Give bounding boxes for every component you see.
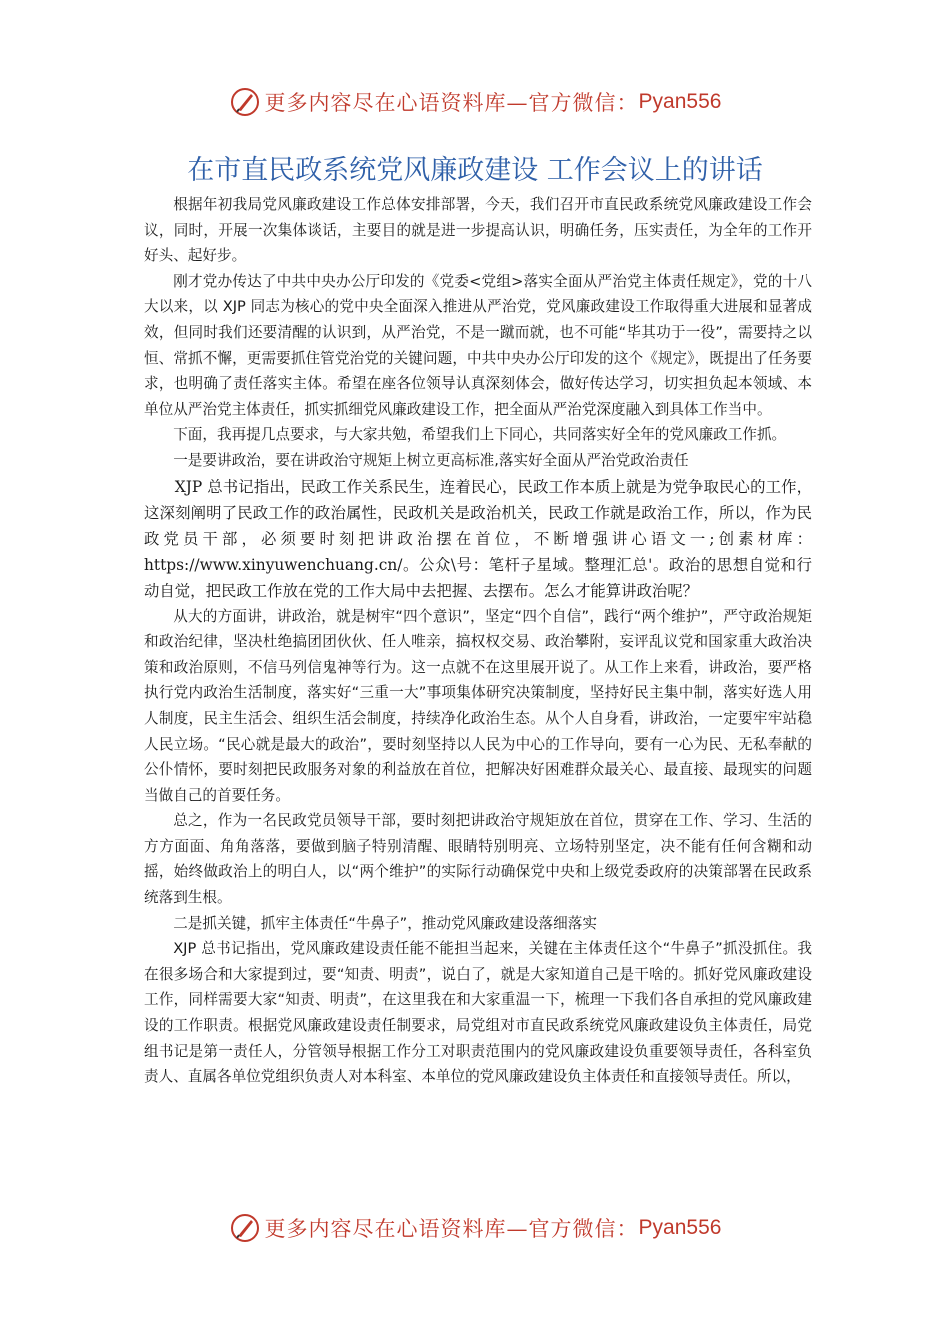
banner-wechat-id: Pyan556 bbox=[638, 90, 722, 113]
paragraph: XJP 总书记指出，党风廉政建设责任能不能担当起来，关键在主体责任这个“牛鼻子”抓没抓住。我在很多场合和大家提到过，要“知责、明责”，说白了，就是大家知道自己是干啥的。抓好党风廉政建设工作，同样需要大家“知责、明责”，在这里我在和大家重温一下，梳理一下我们各自承担的党风廉政建设的工作职责。根据党风廉政建设责任制要求，局党组对市直民政系统党风廉政建设负主体责任，局党组书记是第一责任人，分管领导根据工作分工对职责范围内的党风廉政建设负重要领导责任，各科室负责人、直属各单位党组织负责人对本科室、本单位的党风廉政建设负主体责任和直接领导责任。所以， bbox=[144, 940, 812, 1086]
paragraph: 总之，作为一名民政党员领导干部，要时刻把讲政治守规矩放在首位，贯穿在工作、学习、生活的方方面面、角角落落，要做到脑子特别清醒、眼睛特别明亮、立场特别坚定，决不能有任何含糊和动摇，始终做政治上的明白人，以“两个维护”的实际行动确保党中央和上级党委政府的决策部署在民政系统落到生根。 bbox=[144, 812, 812, 907]
banner-text: 更多内容尽在心语资料库—官方微信： bbox=[264, 1217, 639, 1241]
section-heading: 二是抓关键，抓牢主体责任“牛鼻子”，推动党风廉政建设落细落实 bbox=[173, 914, 597, 932]
quill-logo-icon bbox=[229, 86, 261, 118]
banner-text: 更多内容尽在心语资料库—官方微信： bbox=[264, 91, 639, 115]
paragraph: 从大的方面讲，讲政治，就是树牢“四个意识”，坚定“四个自信”，践行“两个维护”，严守政治规矩和政治纪律，坚决杜绝搞团团伙伙、任人唯亲，搞权权交易、政治攀附，妄评乱议党和国家重大政治决策和政治原则，不信马列信鬼神等行为。这一点就不在这里展开说了。从工作上来看，讲政治，要严格执行党内政治生活制度，落实好“三重一大”事项集体研究决策制度，坚持好民主集中制，落实好选人用人制度，民主生活会、组织生活会制度，持续净化政治生态。从个人自身看，讲政治，一定要牢牢站稳人民立场。“民心就是最大的政治”，要时刻坚持以人民为中心的工作导向，要有一心为民、无私奉献的公仆情怀，要时刻把民政服务对象的利益放在首位，把解决好困难群众最关心、最直接、最现实的问题当做自己的首要任务。 bbox=[144, 607, 812, 804]
header-banner bbox=[0, 82, 950, 122]
paragraph: 根据年初我局党风廉政建设工作总体安排部署，今天，我们召开市直民政系统党风廉政建设工作会议，同时，开展一次集体谈话，主要目的就是进一步提高认识，明确任务，压实责任，为全年的工作开好头、起好步。 bbox=[144, 196, 812, 265]
footer-banner bbox=[0, 1208, 950, 1248]
quill-logo-icon bbox=[229, 1212, 261, 1244]
banner-wechat-id: Pyan556 bbox=[638, 1216, 722, 1239]
document-title: 在市直民政系统党风廉政建设 工作会议上的讲话 bbox=[187, 155, 763, 186]
document-body bbox=[144, 192, 812, 1090]
paragraph: 下面，我再提几点要求，与大家共勉，希望我们上下同心，共同落实好全年的党风廉政工作抓。 bbox=[173, 426, 787, 444]
section-heading: 一是要讲政治，要在讲政治守规矩上树立更高标准,落实好全面从严治党政治责任 bbox=[173, 451, 689, 469]
paragraph: XJP 总书记指出，民政工作关系民生，连着民心，民政工作本质上就是为党争取民心的工作，这深刻阐明了民政工作的政治属性，民政机关是政治机关，民政工作就是政治工作，所以，作为民政党员干部，必须要时刻把讲政治摆在首位，不断增强讲心语文一;创素材库：https://www.xinyuwenchuang.cn/。公众\号：笔杆子星域。整理汇总'。政治的思想自觉和行动自觉，把民政工作放在党的工作大局中去把握、去摆布。怎么才能算讲政治呢？ bbox=[144, 477, 812, 600]
paragraph: 刚才党办传达了中共中央办公厅印发的《党委<党组>落实全面从严治党主体责任规定》，党的十八大以来，以 XJP 同志为核心的党中央全面深入推进从严治党，党风廉政建设工作取得重大进展和显著成效，但同时我们还要清醒的认识到，从严治党，不是一蹴而就，也不可能“毕其功于一役”，需要持之以恒、常抓不懈，更需要抓住管党治党的关键问题，中共中央办公厅印发的这个《规定》，既提出了任务要求，也明确了责任落实主体。希望在座各位领导认真深刻体会，做好传达学习，切实担负起本领域、本单位从严治党主体责任，抓实抓细党风廉政建设工作，把全面从严治党深度融入到具体工作当中。 bbox=[144, 272, 812, 418]
